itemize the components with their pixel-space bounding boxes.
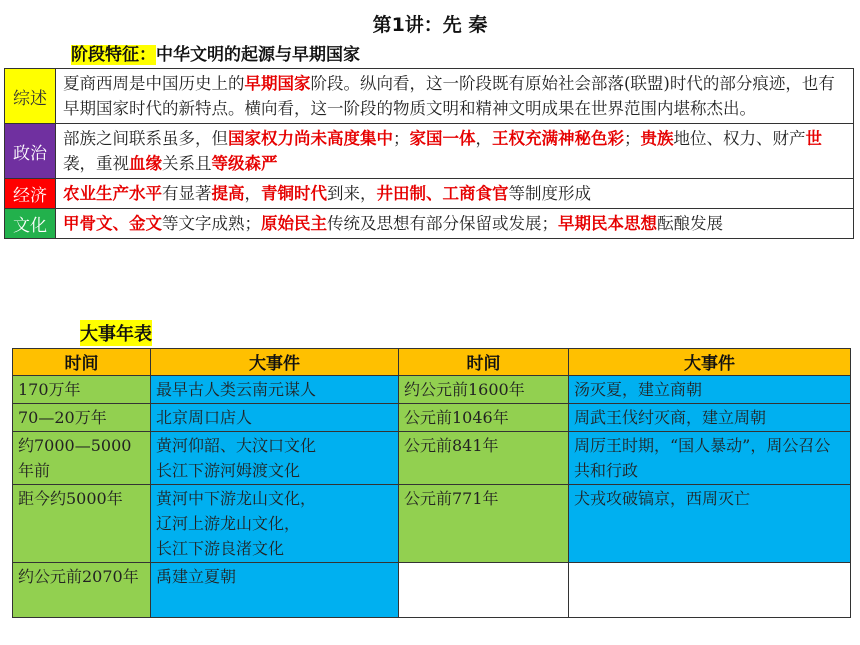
emphasis-text: 家国一体 — [409, 129, 476, 148]
time-cell: 170万年 — [13, 376, 151, 404]
summary-text — [56, 124, 854, 179]
body-text: 等制度形成 — [508, 184, 591, 203]
summary-label: 经济 — [5, 179, 56, 209]
phase-label: 阶段特征： — [71, 45, 156, 65]
summary-text — [56, 179, 854, 209]
table-row — [13, 432, 851, 485]
table-row — [13, 563, 851, 618]
summary-table — [4, 68, 854, 239]
summary-label: 综述 — [5, 69, 56, 124]
table-row — [13, 376, 851, 404]
phase-heading — [71, 40, 360, 65]
column-header: 大事件 — [569, 349, 851, 376]
emphasis-text: 王权充满神秘色彩 — [492, 129, 624, 148]
column-header: 时间 — [13, 349, 151, 376]
body-text: ； — [624, 129, 641, 148]
body-text: 传统及思想有部分保留或发展； — [327, 214, 558, 233]
body-text: 等文字成熟； — [162, 214, 261, 233]
summary-label: 文化 — [5, 209, 56, 239]
emphasis-text: 井田制、工商食官 — [376, 184, 509, 203]
event-cell: 犬戎攻破镐京，西周灭亡 — [569, 485, 851, 563]
emphasis-text: 等级森严 — [211, 154, 278, 173]
time-cell: 公元前1046年 — [399, 404, 569, 432]
emphasis-text: 血缘 — [129, 154, 162, 173]
time-cell: 70—20万年 — [13, 404, 151, 432]
emphasis-text: 青铜时代 — [261, 184, 327, 203]
column-header: 时间 — [399, 349, 569, 376]
emphasis-text: 农业生产水平 — [63, 184, 162, 203]
body-text: ； — [393, 129, 410, 148]
time-cell: 距今约5000年 — [13, 485, 151, 563]
body-text: ， — [244, 184, 261, 203]
time-cell: 约7000—5000年前 — [13, 432, 151, 485]
event-cell: 汤灭夏，建立商朝 — [569, 376, 851, 404]
empty-cell — [399, 563, 569, 618]
time-cell: 约公元前1600年 — [399, 376, 569, 404]
summary-row-politics — [5, 124, 854, 179]
table-row — [13, 485, 851, 563]
events-table — [12, 348, 851, 618]
empty-cell — [569, 563, 851, 618]
emphasis-text: 原始民主 — [261, 214, 327, 233]
time-cell: 约公元前2070年 — [13, 563, 151, 618]
body-text: 阶段。纵向看，这一阶段既有原始社会部落(联盟)时代的部分痕迹，也有早期国家时代的新特点。横向看，这一阶段的物质文明和精神文明成果在世界范围内堪称杰出。 — [63, 74, 835, 118]
summary-row-economy — [5, 179, 854, 209]
body-text: 部族之间联系虽多，但 — [63, 129, 228, 148]
column-header: 大事件 — [151, 349, 399, 376]
summary-row-culture — [5, 209, 854, 239]
events-header-row — [13, 349, 851, 376]
emphasis-text: 国家权力尚未高度集中 — [228, 129, 393, 148]
emphasis-text: 早期民本思想 — [558, 214, 657, 233]
emphasis-text: 贵族 — [640, 129, 674, 148]
event-cell: 黄河中下游龙山文化， 辽河上游龙山文化， 长江下游良渚文化 — [151, 485, 399, 563]
summary-text — [56, 209, 854, 239]
emphasis-text: 世 — [805, 129, 822, 148]
time-cell: 公元前841年 — [399, 432, 569, 485]
body-text: 夏商西周是中国历史上的 — [63, 74, 245, 93]
table-row — [13, 404, 851, 432]
event-cell: 最早古人类云南元谋人 — [151, 376, 399, 404]
event-cell: 禹建立夏朝 — [151, 563, 399, 618]
event-cell: 北京周口店人 — [151, 404, 399, 432]
time-cell: 公元前771年 — [399, 485, 569, 563]
page-title: 第1讲：先 秦 — [372, 14, 488, 36]
emphasis-text: 早期国家 — [244, 74, 311, 93]
body-text: 有显著 — [162, 184, 212, 203]
body-text: 袭，重视 — [63, 154, 129, 173]
body-text: 地位、权力、财产 — [673, 129, 806, 148]
emphasis-text: 提高 — [211, 184, 245, 203]
summary-text — [56, 69, 854, 124]
emphasis-text: 甲骨文、金文 — [63, 214, 162, 233]
event-cell: 周厉王时期，“国人暴动”，周公召公共和行政 — [569, 432, 851, 485]
body-text: 酝酿发展 — [657, 214, 723, 233]
summary-label: 政治 — [5, 124, 56, 179]
summary-row-overview — [5, 69, 854, 124]
body-text: 到来， — [327, 184, 377, 203]
body-text: ， — [475, 129, 492, 148]
event-cell: 周武王伐纣灭商，建立周朝 — [569, 404, 851, 432]
body-text: 关系且 — [162, 154, 212, 173]
event-cell: 黄河仰韶、大汶口文化 长江下游河姆渡文化 — [151, 432, 399, 485]
events-title: 大事年表 — [80, 320, 152, 346]
phase-text: 中华文明的起源与早期国家 — [156, 45, 360, 65]
